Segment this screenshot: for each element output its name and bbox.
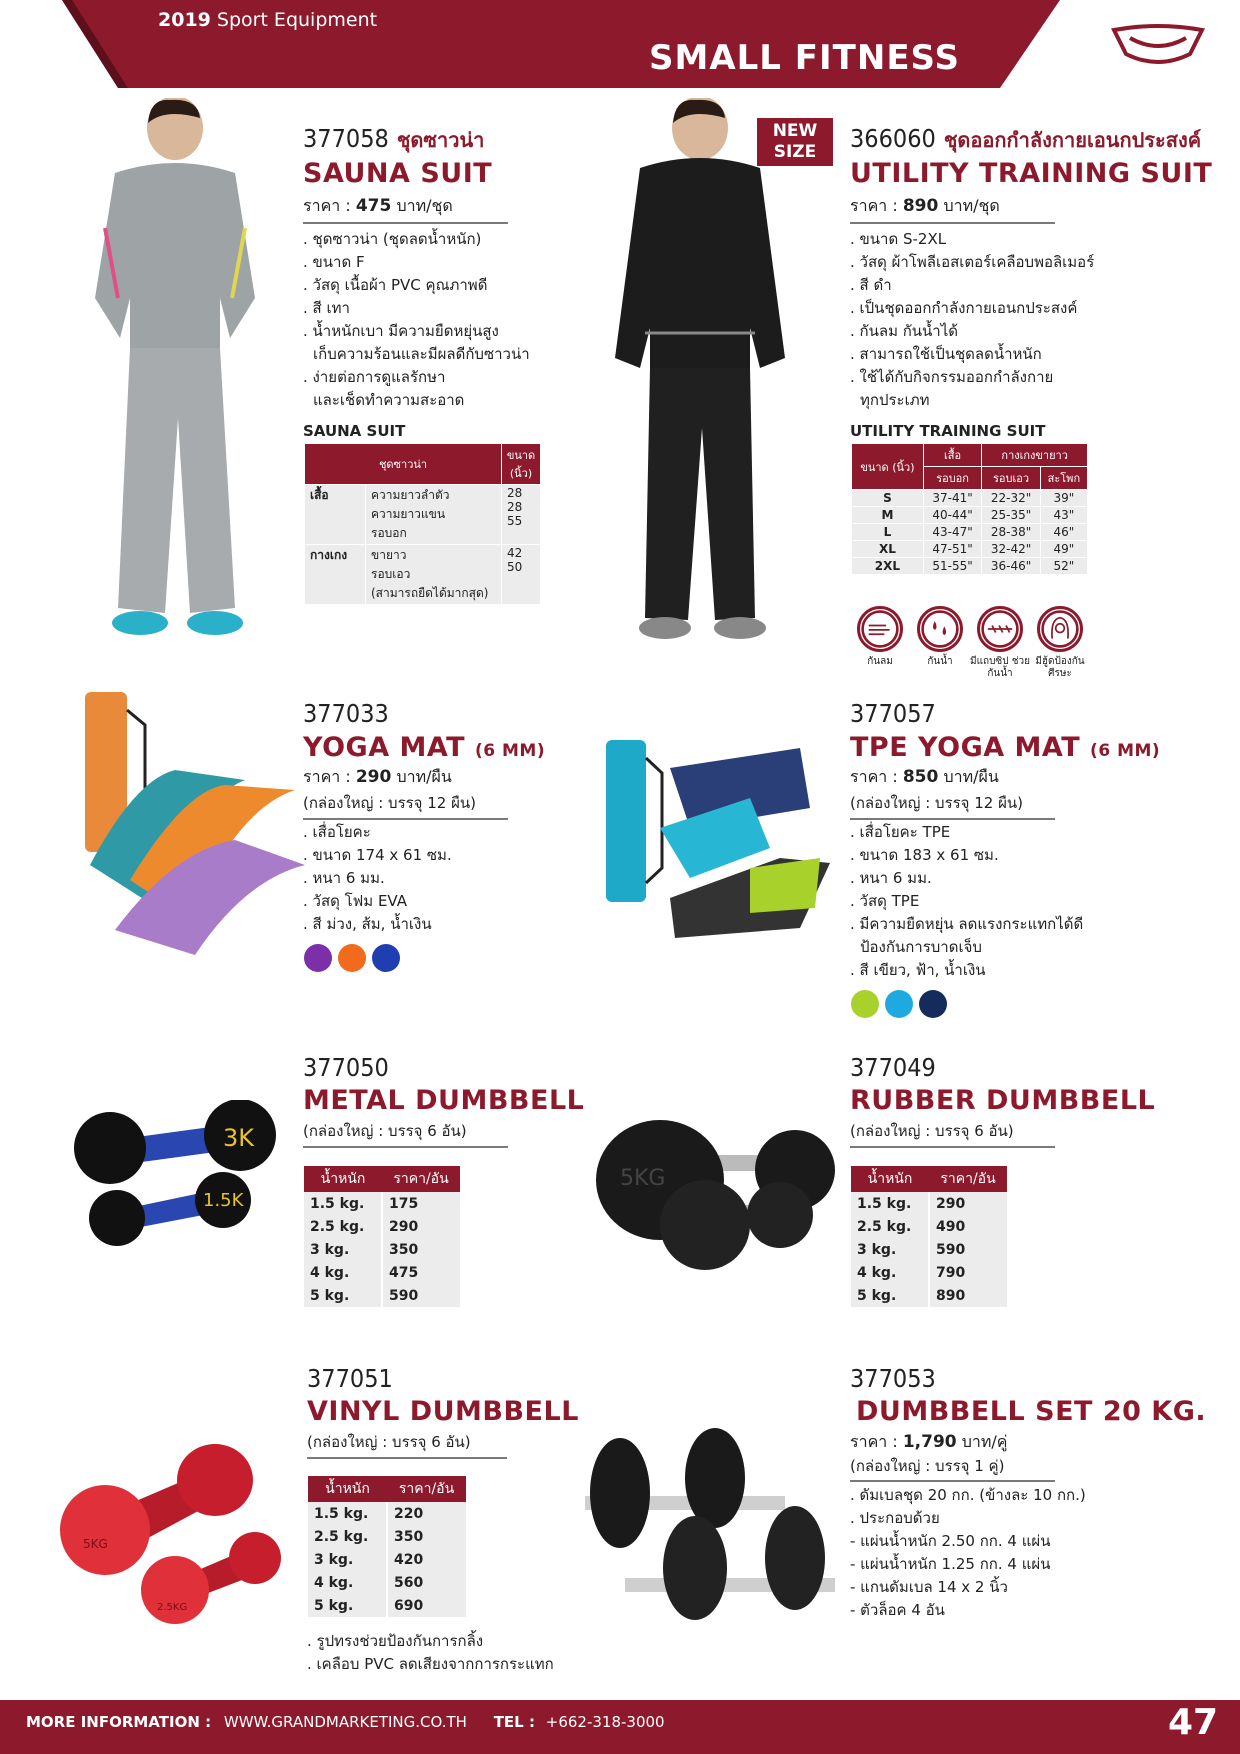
metal-price-table: น้ำหนัก ราคา/อัน 1.5 kg. 175 2.5 kg. 290 3 kg. 350 4 kg. 475 5 kg. 590 [304,1166,460,1307]
vinyl-rule [307,1457,507,1459]
set-rule [850,1480,1055,1482]
vinyl-price-table: น้ำหนัก ราคา/อัน 1.5 kg. 220 2.5 kg. 350 3 kg. 420 4 kg. 560 5 kg. 690 [308,1476,466,1617]
utility-size-table: ขนาด (นิ้ว) เสื้อ กางเกงขายาว รอบอก รอบเอว สะโพก S 37-41" 22-32" 39" M 40-44" 25-35" 43" L 43-47" 28-38" 46" XL 47-51" 32-42" 49" 2XL 51-55" 36-46" 52" [851,443,1088,575]
swatch-sky[interactable] [885,990,913,1018]
vinyl-img-label-1: 5KG [83,1537,108,1551]
sauna-table-title: SAUNA SUIT [303,422,406,440]
yoga-code: 377033 [303,699,389,728]
sauna-suit-image [70,98,280,646]
tpe-code: 377057 [850,699,936,728]
vinyl-code: 377051 [307,1364,393,1393]
rubber-code: 377049 [850,1053,936,1082]
footer-contact: MORE INFORMATION : WWW.GRANDMARKETING.CO.TH TEL : +662-318-3000 [26,1713,665,1731]
utility-name: UTILITY TRAINING SUIT [850,158,1213,189]
yoga-pack: (กล่องใหญ่ : บรรจุ 12 ผืน) [303,794,476,812]
vinyl-name: VINYL DUMBBELL [307,1396,579,1427]
vinyl-notes: . รูปทรงช่วยป้องกันการกลิ้ง . เคลือบ PVC ลดเสียงจากการกระแทก [307,1632,554,1673]
set-pack: (กล่องใหญ่ : บรรจุ 1 คู่) [850,1457,1005,1475]
tpe-yoga-mat-image [600,728,840,958]
swatch-blue[interactable] [372,944,400,972]
utility-suit-image [600,98,800,648]
yoga-price: ราคา : 290 บาท/ผืน [303,767,452,787]
metal-dumbbell-image [65,1100,285,1260]
dumbbell-set-image [585,1428,845,1623]
utility-rule [850,222,1055,224]
vinyl-img-label-2: 2.5KG [157,1602,188,1613]
tpe-swatches [851,990,953,1022]
page-number: 47 [1168,1702,1219,1743]
utility-bullets: . ขนาด S-2XL . วัสดุ ผ้าโพลีเอสเตอร์เคลือบพอลิเมอร์ . สี ดำ . เป็นชุดออกกำลังกายเอนกประสงค์ . กันลม กันน้ำได้ . สามารถใช้เป็นชุดลดน้ำหนัก . ใช้ได้กับกิจกรรมออกกำลังกาย ทุกประเภท [850,230,1095,409]
rubber-price-table: น้ำหนัก ราคา/อัน 1.5 kg. 290 2.5 kg. 490 3 kg. 590 4 kg. 790 5 kg. 890 [851,1166,1007,1307]
tpe-rule [850,818,1055,820]
rubber-img-label: 5KG [620,1166,666,1191]
footer-tel[interactable]: +662-318-3000 [545,1713,665,1731]
wind-icon [857,606,903,652]
sauna-code: 377058 ชุดซาวน่า [303,124,485,153]
rubber-rule [850,1146,1055,1148]
tpe-name: TPE YOGA MAT (6 MM) [850,732,1161,763]
utility-table-title: UTILITY TRAINING SUIT [850,422,1046,440]
rubber-pack: (กล่องใหญ่ : บรรจุ 6 อัน) [850,1122,1014,1140]
footer-website[interactable]: WWW.GRANDMARKETING.CO.TH [223,1713,467,1731]
swatch-green[interactable] [851,990,879,1018]
feature-zipper: มีแถบซิป ช่วยกันน้ำ [965,606,1035,680]
zipper-icon [977,606,1023,652]
set-bullets: . ดัมเบลชุด 20 กก. (ข้างละ 10 กก.) . ประกอบด้วย - แผ่นน้ำหนัก 2.50 กก. 4 แผ่น - แผ่นน้ำหนัก 1.25 กก. 4 แผ่น - แกนดัมเบล 14 x 2 นิ้ว - ตัวล็อค 4 อัน [850,1486,1086,1619]
feature-wind: กันลม [845,606,915,668]
metal-rule [303,1146,508,1148]
tpe-bullets: . เสื่อโยคะ TPE . ขนาด 183 x 61 ซม. . หนา 6 มม. . วัสดุ TPE . มีความยืดหยุ่น ลดแรงกระแทกได้ดี ป้องกันการบาดเจ็บ . สี เขียว, ฟ้า, น้ำเงิน [850,823,1084,979]
metal-code: 377050 [303,1053,389,1082]
tpe-pack: (กล่องใหญ่ : บรรจุ 12 ผืน) [850,794,1023,812]
set-code: 377053 [850,1364,936,1393]
utility-code: 366060 ชุดออกกำลังกายเอนกประสงค์ [850,124,1202,153]
section-title: SMALL FITNESS [649,38,960,78]
sauna-name: SAUNA SUIT [303,158,493,189]
sauna-bullets: . ชุดซาวน่า (ชุดลดน้ำหนัก) . ขนาด F . วัสดุ เนื้อผ้า PVC คุณภาพดี . สี เทา . น้ำหนักเบา มีความยืดหยุ่นสูง เก็บความร้อนและมีผลดีกับซาวน่า . ง่ายต่อการดูแลรักษา และเช็ดทำความสะอาด [303,230,530,409]
yoga-mat-image [75,670,325,960]
hood-icon [1037,606,1083,652]
vinyl-dumbbell-image [55,1440,285,1630]
grand-sport-logo-icon [1110,24,1206,68]
yoga-rule [303,818,508,820]
rubber-dumbbell-image [590,1115,840,1275]
yoga-bullets: . เสื่อโยคะ . ขนาด 174 x 61 ซม. . หนา 6 มม. . วัสดุ โฟม EVA . สี ม่วง, ส้ม, น้ำเงิน [303,823,452,933]
yoga-swatches [304,944,406,976]
rubber-name: RUBBER DUMBBELL [850,1085,1156,1116]
swatch-orange[interactable] [338,944,366,972]
yoga-name: YOGA MAT (6 MM) [303,732,546,763]
tpe-price: ราคา : 850 บาท/ผืน [850,767,999,787]
feature-water: กันน้ำ [905,606,975,668]
sauna-size-table: ชุดซาวน่า ขนาด (นิ้ว) เสื้อ ความยาวลำตัว ความยาวแขน รอบอก 28 28 55 กางเกง ขายาว รอบเอว (สามารถยืดได้มากสุด) 42 50 [304,443,541,605]
swatch-navy[interactable] [919,990,947,1018]
utility-price: ราคา : 890 บาท/ชุด [850,196,1000,216]
metal-img-label-1: 3K [223,1124,255,1152]
set-price: ราคา : 1,790 บาท/คู่ [850,1432,1008,1452]
vinyl-pack: (กล่องใหญ่ : บรรจุ 6 อัน) [307,1433,471,1451]
swatch-purple[interactable] [304,944,332,972]
metal-name: METAL DUMBBELL [303,1085,585,1116]
metal-img-label-2: 1.5K [203,1190,244,1211]
metal-pack: (กล่องใหญ่ : บรรจุ 6 อัน) [303,1122,467,1140]
new-size-badge: NEW SIZE [757,118,833,166]
sauna-price: ราคา : 475 บาท/ชุด [303,196,453,216]
set-name: DUMBBELL SET 20 KG. [856,1396,1207,1427]
header-year: 2019 Sport Equipment [158,9,378,31]
water-drop-icon [917,606,963,652]
sauna-rule [303,222,508,224]
feature-hood: มีฮู้ดป้องกัน ศีรษะ [1025,606,1095,680]
